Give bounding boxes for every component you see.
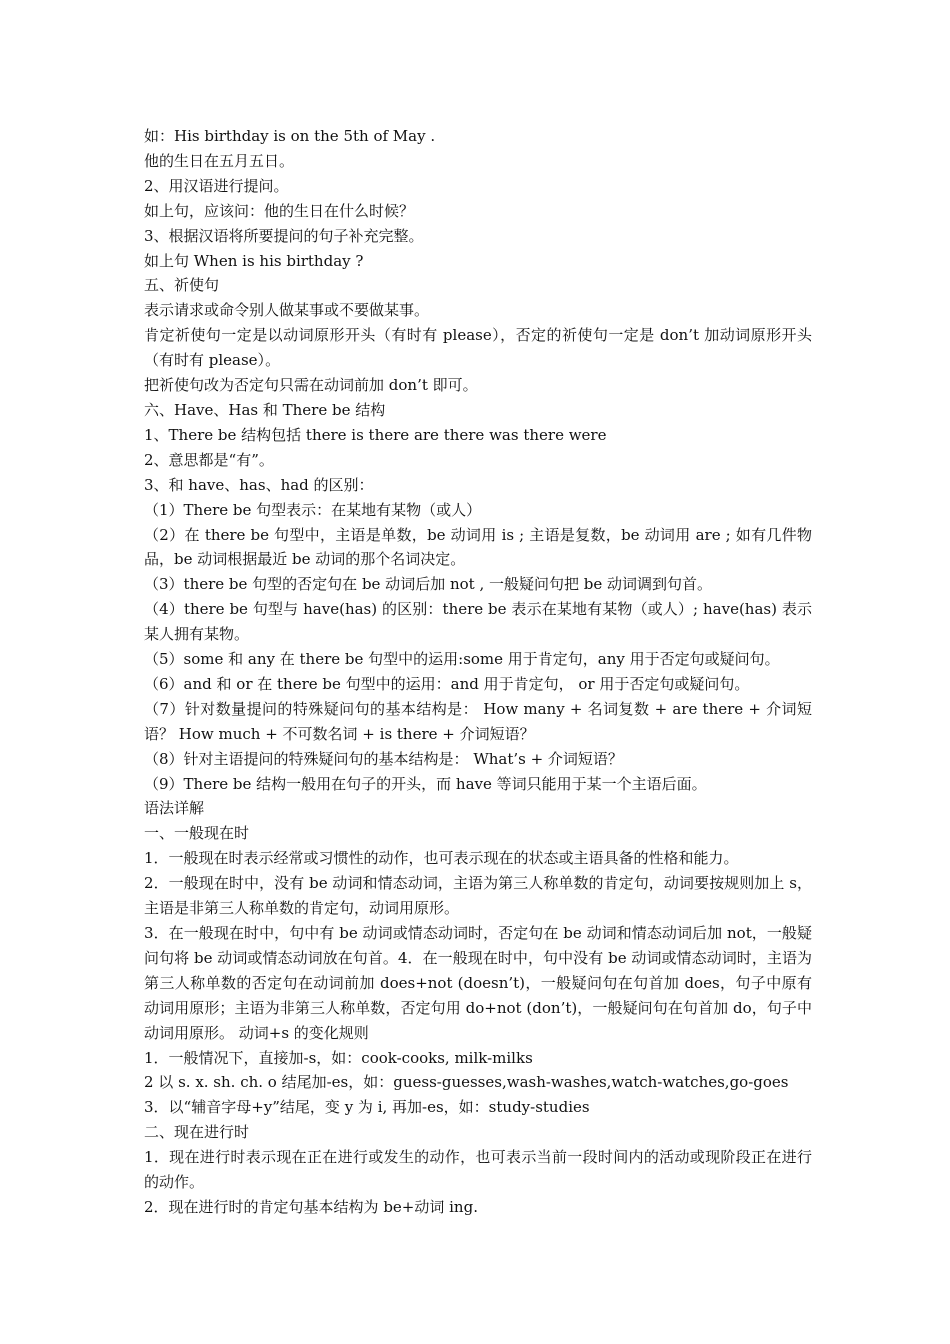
text-line: 1、There be 结构包括 there is there are there was there were (144, 425, 607, 444)
text-line: 如：His birthday is on the 5th of May . (144, 127, 436, 145)
section-heading: 二、现在进行时 (144, 1123, 250, 1142)
text-line: （3）there be 句型的否定句在 be 动词后加 not , 一般疑问句把 be 动词调到句首。 (144, 575, 712, 594)
text-line: 3．以“辅音字母+y”结尾，变 y 为 i, 再加-es，如：study-studies (144, 1098, 590, 1117)
section-heading: 一、一般现在时 (144, 824, 250, 843)
text-line: （1）There be 句型表示：在某地有某物（或人） (144, 500, 482, 519)
text-paragraph: （4）there be 句型与 have(has) 的区别：there be 表示在某地有某物（或人）; have(has) 表示某人拥有某物。 (144, 600, 812, 644)
section-heading: 语法详解 (144, 799, 205, 818)
section-heading: 六、Have、Has 和 There be 结构 (144, 400, 386, 419)
text-line: 如上句，应该问：他的生日在什么时候？ (144, 201, 415, 220)
text-line: 1．一般现在时表示经常或习惯性的动作，也可表示现在的状态或主语具备的性格和能力。 (144, 849, 739, 868)
section-heading: 五、祈使句 (144, 276, 220, 295)
text-line: 把祈使句改为否定句只需在动词前加 don’t 即可。 (144, 376, 478, 395)
text-line: （6）and 和 or 在 there be 句型中的运用：and 用于肯定句， or 用于否定句或疑问句。 (144, 674, 750, 693)
text-line: 1．一般情况下，直接加-s，如：cook-cooks, milk-milks (144, 1048, 533, 1067)
text-line: （5）some 和 any 在 there be 句型中的运用:some 用于肯定句，any 用于否定句或疑问句。 (144, 650, 780, 669)
text-line: 2、用汉语进行提问。 (144, 176, 289, 195)
text-line: 表示请求或命令别人做某事或不要做某事。 (144, 301, 430, 320)
text-line: 3、根据汉语将所要提问的句子补充完整。 (144, 226, 424, 245)
document-body (144, 124, 812, 1220)
text-paragraph: （7）针对数量提问的特殊疑问句的基本结构是： How many + 名词复数 + are there + 介词短语？ How much + 不可数名词 + is there + 介词短语？ (144, 699, 812, 743)
text-line: 他的生日在五月五日。 (144, 151, 295, 170)
text-line: 如上句 When is his birthday ? (144, 251, 364, 270)
text-line: （9）There be 结构一般用在句子的开头，而 have 等词只能用于某一个主语后面。 (144, 774, 707, 793)
text-paragraph: 1．现在进行时表示现在正在进行或发生的动作，也可表示当前一段时间内的活动或现阶段正在进行的动作。 (144, 1148, 812, 1192)
text-line: 2、意思都是“有”。 (144, 450, 274, 469)
text-line: 2．现在进行时的肯定句基本结构为 be+动词 ing. (144, 1197, 478, 1216)
text-paragraph: （2）在 there be 句型中，主语是单数，be 动词用 is ; 主语是复数，be 动词用 are ; 如有几件物品，be 动词根据最近 be 动词的那个名词决定。 (144, 525, 812, 569)
text-paragraph: 2．一般现在时中，没有 be 动词和情态动词，主语为第三人称单数的肯定句，动词要按规则加上 s，主语是非第三人称单数的肯定句，动词用原形。 (144, 874, 812, 918)
text-paragraph: 3．在一般现在时中，句中有 be 动词或情态动词时，否定句在 be 动词和情态动词后加 not，一般疑问句将 be 动词或情态动词放在句首。4．在一般现在时中，句中没有 be 动词或情态动词时，主语为第三人称单数的否定句在动词前加 does+not (doesn’t)，一般疑问句在句首加 does，句子中原有动词用原形；主语为非第三人称单数，否定句用 do+not (don’t)，一般疑问句在句首加 do，句子中动词用原形。 动词+s 的变化规则 (144, 924, 812, 1042)
text-line: 3、和 have、has、had 的区别： (144, 475, 374, 494)
text-paragraph: 肯定祈使句一定是以动词原形开头（有时有 please），否定的祈使句一定是 don’t 加动词原形开头（有时有 please）。 (144, 326, 812, 370)
text-line: （8）针对主语提问的特殊疑问句的基本结构是： What’s + 介词短语？ (144, 749, 623, 768)
text-line: 2 以 s. x. sh. ch. o 结尾加-es，如：guess-guesses,wash-washes,watch-watches,go-goes (144, 1073, 789, 1092)
